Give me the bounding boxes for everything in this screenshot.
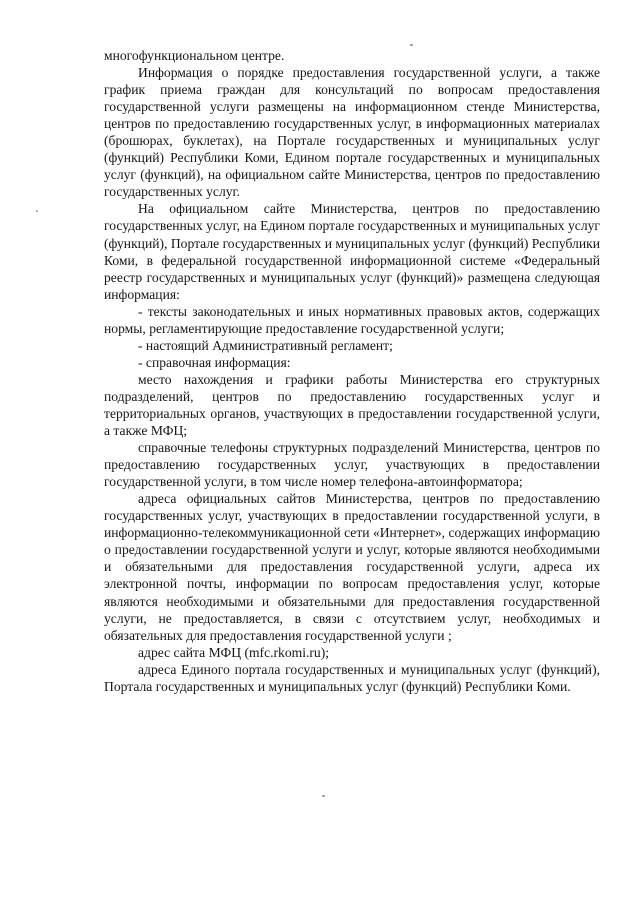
list-item-regulation: - настоящий Административный регламент; <box>138 337 393 353</box>
paragraph-continuation: многофункциональном центре. <box>104 48 285 63</box>
paragraph-mfc-site: адрес сайта МФЦ (mfc.rkomi.ru); <box>138 644 330 660</box>
paragraph-portals: адреса Единого портала государственных и муниципальных услуг (функций), Портала государственных и муниципальных услуг (функций) Республики Коми. <box>104 661 600 694</box>
scan-speck <box>410 44 413 46</box>
list-item-legal-acts: - тексты законодательных и иных нормативных правовых актов, содержащих нормы, регламентирующие предоставление государственной услуги; <box>104 303 600 336</box>
paragraph-location-schedule: место нахождения и графики работы Министерства его структурных подразделений, центров по предоставлению государственных услуг и территориальных органов, участвующих в предоставлении государственной услуги, а также МФЦ; <box>104 371 600 439</box>
paragraph-information-order: Информация о порядке предоставления государственной услуги, а также график приема граждан для консультаций по вопросам предоставления государственной услуги размещены на информационном стенде Министерства, центров по предоставлению государственных услуг, в информационных материалах (брошюрах, буклетах), на Портале государственных и муниципальных услуг (функций) Республики Коми, Едином портале государственных и муниципальных услуг (функций), на официальном сайте Министерства, центров по предоставлению государственных услуг. <box>104 65 600 200</box>
paragraph-official-site: На официальном сайте Министерства, центров по предоставлению государственных услуг, на Едином портале государственных и муниципальных услуг (функций), Портале государственных и муниципальных услуг (функций) Республики Коми, в федеральной государственной информационной системе «Федеральный реестр государственных и муниципальных услуг (функций)» размещена следующая информация: <box>104 201 600 302</box>
scan-speck <box>36 210 38 212</box>
scan-speck <box>322 795 325 797</box>
paragraph-phones: справочные телефоны структурных подразделений Министерства, центров по предоставлению государственных услуг, участвующих в предоставлении государственной услуги, в том числе номер телефона-автоинформатора; <box>104 440 600 490</box>
paragraph-websites: адреса официальных сайтов Министерства, центров по предоставлению государственных услуг, участвующих в предоставлении государственной услуги, в информационно-телекоммуникационной сети «Интернет», содержащих информацию о предоставлении государственной услуги и услуг, которые являются необходимыми и обязательными для предоставления государственной услуги, адреса их электронной почты, информации по вопросам предоставления услуг, которые являются необходимыми и обязательными для предоставления государственной услуги, не предоставляется, в связи с отсутствием услуг, необходимых и обязательных для предоставления государственной услуги ; <box>104 491 600 643</box>
document-body <box>104 47 600 695</box>
list-item-reference-info: - справочная информация: <box>138 354 291 370</box>
